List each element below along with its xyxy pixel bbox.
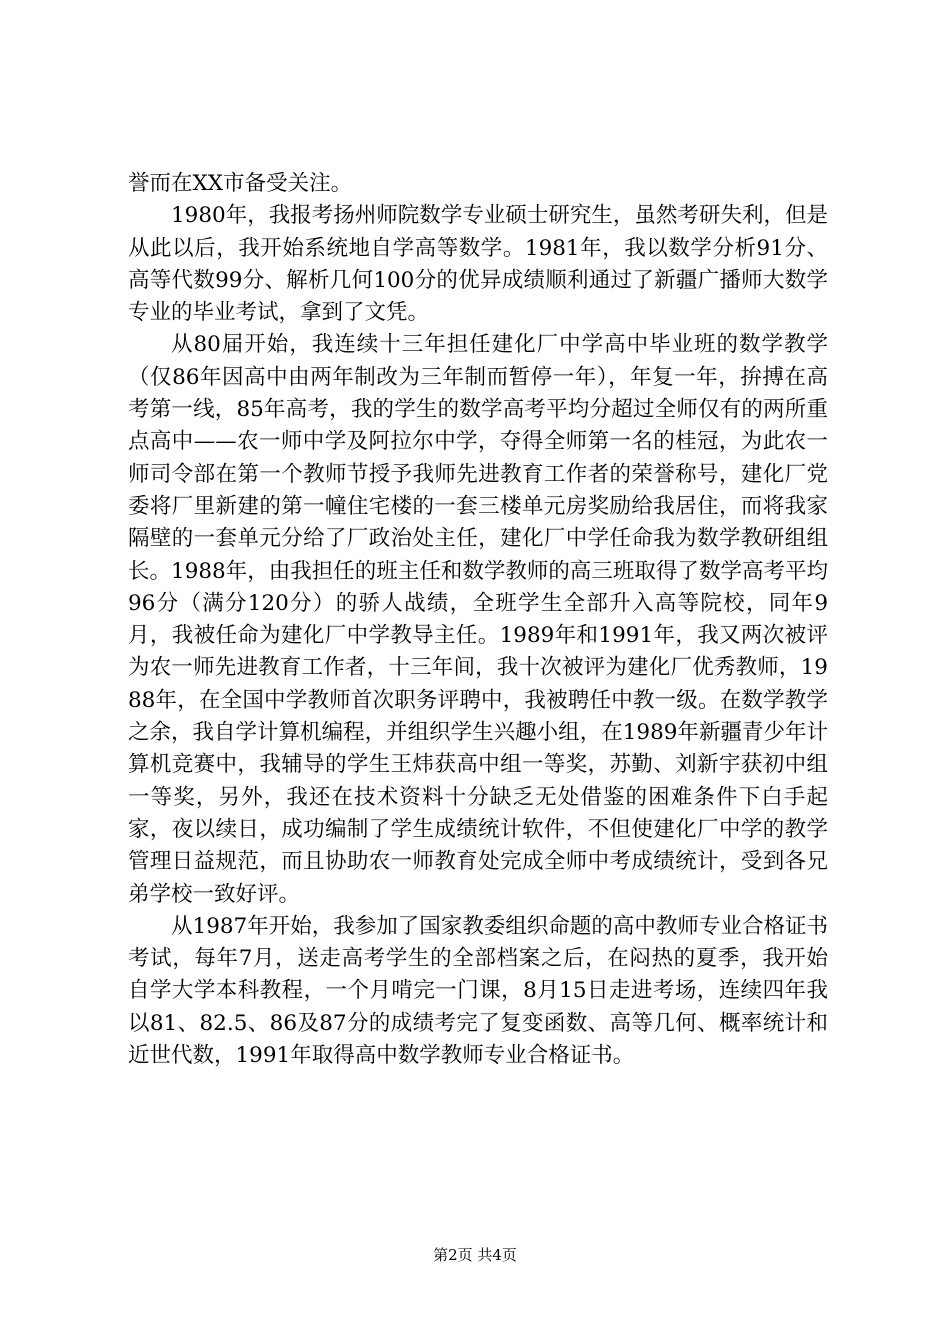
paragraph-3: 从80届开始，我连续十三年担任建化厂中学高中毕业班的数学教学（仅86年因高中由两年制改为三年制而暂停一年），年复一年，拚搏在高考第一线，85年高考，我的学生的数学高考平均分超过全师仅有的两所重点高中——农一师中学及阿拉尔中学，夺得全师第一名的桂冠，为此农一师司令部在第一个教师节授予我师先进教育工作者的荣誉称号，建化厂党委将厂里新建的第一幢住宅楼的一套三楼单元房奖励给我居住，而将我家隔壁的一套单元分给了厂政治处主任，建化厂中学任命我为数学教研组组长。1988年，由我担任的班主任和数学教师的高三班取得了数学高考平均96分（满分120分）的骄人战绩，全班学生全部升入高等院校，同年9月，我被任命为建化厂中学教导主任。1989年和1991年，我又两次被评为农一师先进教育工作者，十三年间，我十次被评为建化厂优秀教师，1988年，在全国中学教师首次职务评聘中，我被聘任中教一级。在数学教学之余，我自学计算机编程，并组织学生兴趣小组，在1989年新疆青少年计算机竞赛中，我辅导的学生王炜获高中组一等奖，苏勤、刘新宇获初中组一等奖，另外，我还在技术资料十分缺乏无处借鉴的困难条件下白手起家，夜以续日，成功编制了学生成绩统计软件，不但使建化厂中学的教学管理日益规范，而且协助农一师教育处完成全师中考成绩统计，受到各兄弟学校一致好评。: [128, 332, 828, 907]
paragraph-2: 1980年，我报考扬州师院数学专业硕士研究生，虽然考研失利，但是从此以后，我开始系统地自学高等数学。1981年，我以数学分析91分、高等代数99分、解析几何100分的优异成绩顺利通过了新疆广播师大数学专业的毕业考试，拿到了文凭。: [128, 203, 828, 326]
body-text: [128, 168, 828, 1072]
paragraph-1: 誉而在XX市备受关注。: [128, 171, 353, 196]
page-number-footer: 第2页 共4页: [433, 1246, 517, 1264]
paragraph-4: 从1987年开始，我参加了国家教委组织命题的高中教师专业合格证书考试，每年7月，送走高考学生的全部档案之后，在闷热的夏季，我开始自学大学本科教程，一个月啃完一门课，8月15日走进考场，连续四年我以81、82.5、86及87分的成绩考完了复变函数、高等几何、概率统计和近世代数，1991年取得高中数学教师专业合格证书。: [128, 913, 828, 1069]
